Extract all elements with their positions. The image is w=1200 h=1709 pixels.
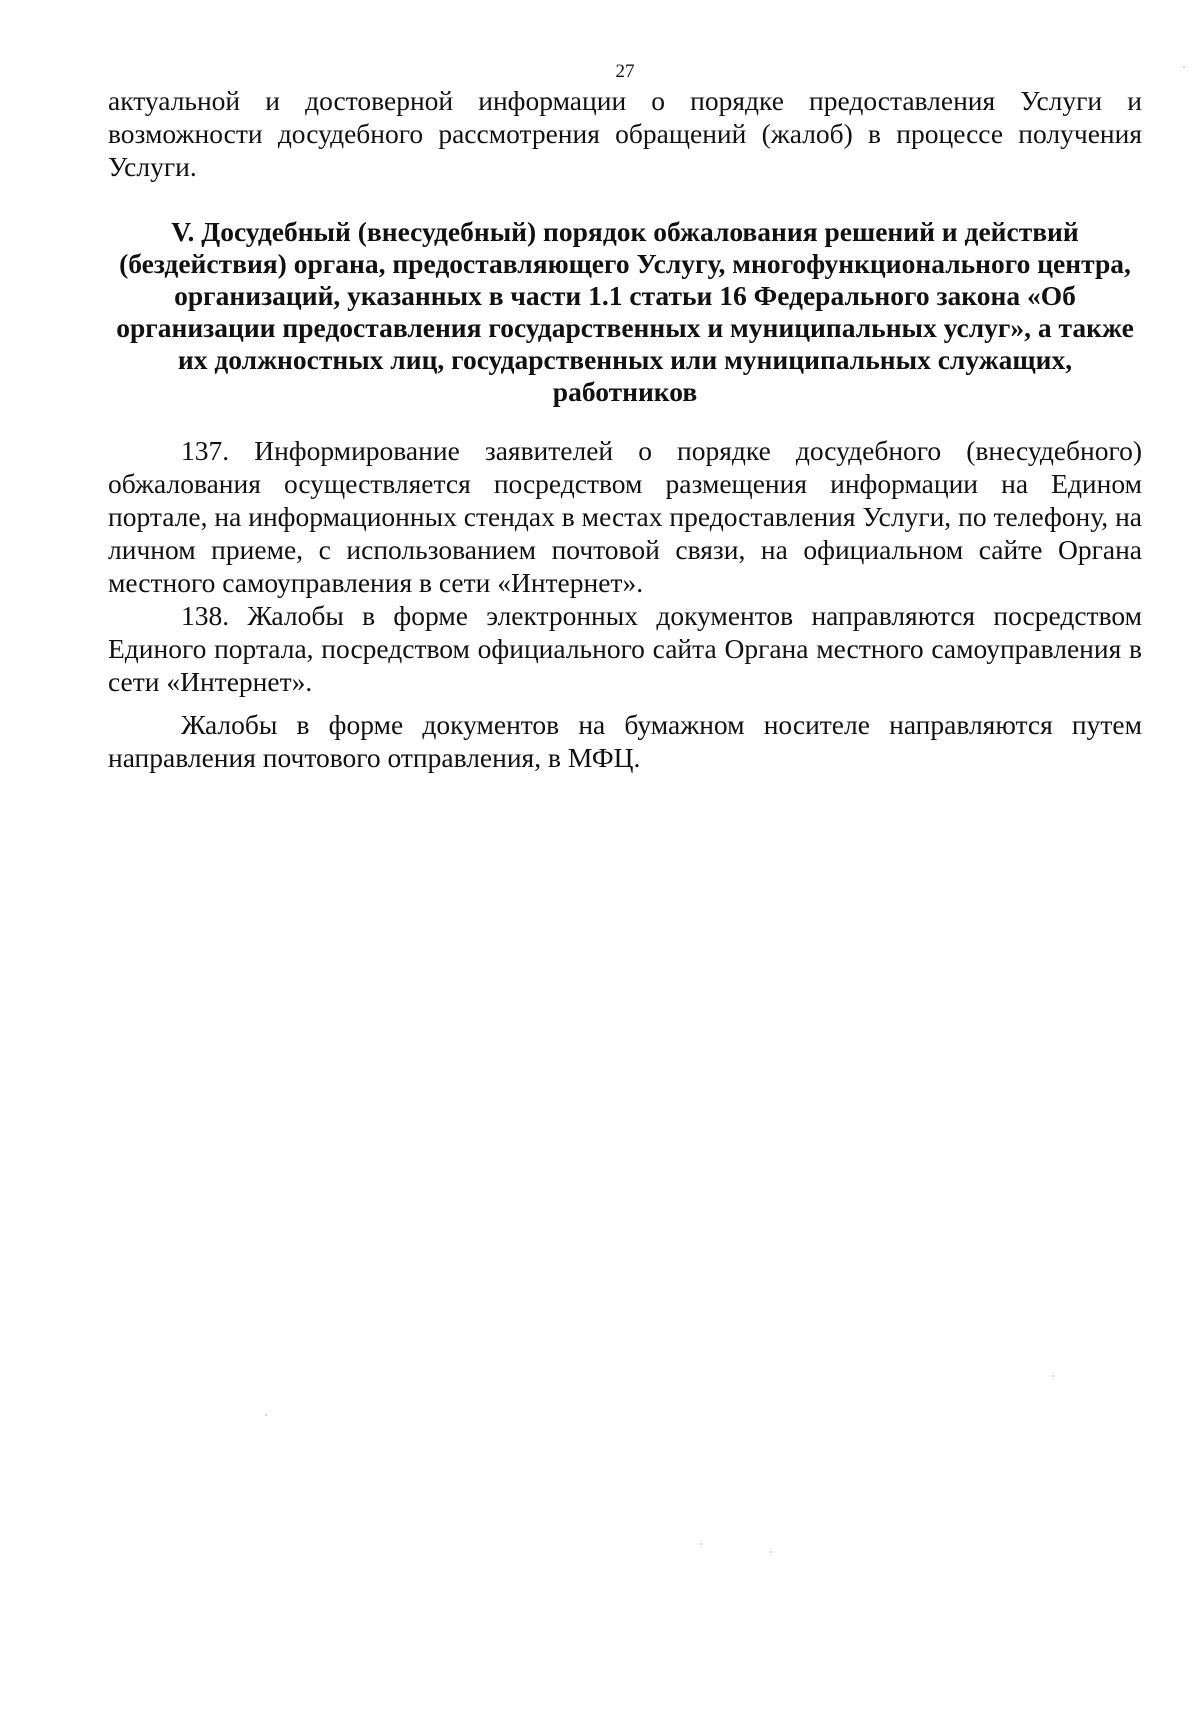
document-body — [108, 84, 1142, 774]
scan-speck — [265, 1414, 267, 1416]
scan-speck — [700, 1543, 702, 1545]
scan-speck — [1183, 66, 1185, 68]
paragraph-137: 137. Информирование заявителей о порядке досудебного (внесудебного) обжалования осуществляется посредством размещения информации на Едином портале, на информационных стендах в местах предоставления Услуги, по телефону, на личном приеме, с использованием почтовой связи, на официальном сайте Органа местного самоуправления в сети «Интернет». — [108, 435, 1142, 598]
section-heading: V. Досудебный (внесудебный) порядок обжалования решений и действий (бездействия) органа, предоставляющего Услугу, многофункционального центра, организаций, указанных в части 1.1 статьи 16 Федерального закона «Об организации предоставления государственных и муниципальных услуг», а также их должностных лиц, государственных или муниципальных служащих, работников — [116, 216, 1134, 407]
continuation-paragraph: актуальной и достоверной информации о порядке предоставления Услуги и возможности досудебного рассмотрения обращений (жалоб) в процессе получения Услуги. — [108, 85, 1142, 182]
scan-speck — [1052, 1375, 1054, 1377]
scan-speck — [770, 1551, 772, 1553]
page-number: 27 — [615, 61, 635, 82]
paragraph-138: 138. Жалобы в форме электронных документов направляются посредством Единого портала, посредством официального сайта Органа местного самоуправления в сети «Интернет». — [108, 600, 1142, 697]
paragraph-paper-complaints: Жалобы в форме документов на бумажном носителе направляются путем направления почтового отправления, в МФЦ. — [108, 709, 1142, 773]
